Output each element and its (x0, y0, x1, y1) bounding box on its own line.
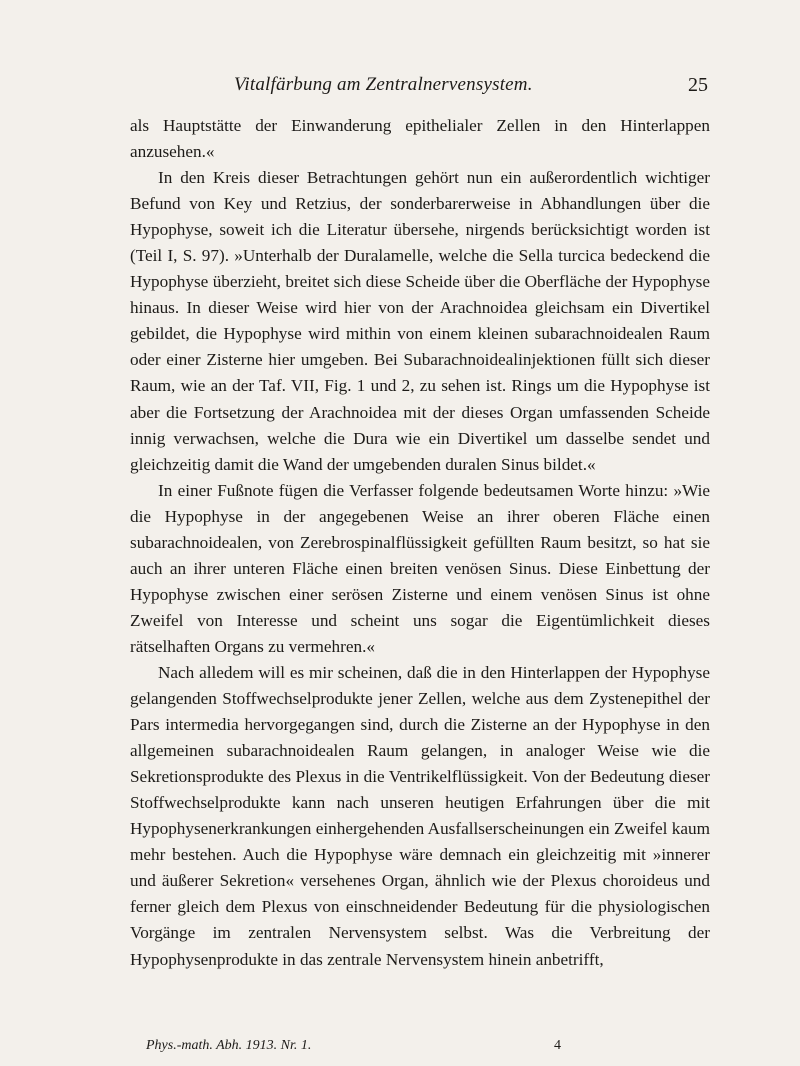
page-number: 25 (688, 74, 708, 96)
paragraph-footnote-quote: In einer Fußnote fügen die Verfasser folgende bedeutsamen Worte hinzu: »Wie die Hypophyse in der angegebenen Weise an ihrer oberen Fläche einen subarachnoidealen, von Zerebrospinalflüssigkeit gefüllten Raum besitzt, so hat sie auch an ihrer unteren Fläche einen breiten venösen Sinus. Diese Einbettung der Hypophyse zwischen einer serösen Zisterne und einem venösen Sinus ist ohne Zweifel von Interesse und scheint uns sogar die Eigentümlichkeit dieses rätselhaften Organs zu vermehren.« (130, 480, 710, 656)
footer-journal-reference: Phys.-math. Abh. 1913. Nr. 1. (146, 1038, 312, 1053)
paragraph-conclusion: Nach alledem will es mir scheinen, daß die in den Hinterlappen der Hypophyse gelangenden Stoffwechselprodukte jener Zellen, welche aus dem Zystenepithel der Pars intermedia hervorgegangen sind, durch die Zisterne an der Hypophyse in den allgemeinen subarachnoidealen Raum gelangen, in analoger Weise wie die Sekretionsprodukte des Plexus in die Ventrikelflüssigkeit. Von der Bedeutung dieser Stoffwechselprodukte kann nach unseren heutigen Erfahrungen über die mit Hypophysenerkrankungen einhergehenden Ausfallserscheinungen ein Zweifel kaum mehr bestehen. Auch die Hypophyse wäre demnach ein gleichzeitig mit »innerer und äußerer Sekretion« versehenes Organ, ähnlich wie der Plexus choroideus und ferner gleich dem Plexus von einschneidender Bedeutung für die physiologischen Vorgänge im zentralen Nervensystem selbst. Was die Verbreitung der Hypophysenprodukte in das zentrale Nervensystem hinein anbetrifft, (130, 662, 710, 969)
running-title: Vitalfärbung am Zentralnervensystem. (234, 74, 533, 95)
page-footer (146, 1038, 706, 1060)
body-text (130, 113, 710, 973)
footer-signature-mark: 4 (554, 1038, 561, 1053)
paragraph-continuation: als Hauptstätte der Einwanderung epithelialer Zellen in den Hinterlappen anzusehen.« (130, 116, 710, 162)
running-head (130, 74, 708, 104)
paragraph-key-retzius: In den Kreis dieser Betrachtungen gehört nun ein außerordentlich wichtiger Befund von Key und Retzius, der sonderbarerweise in Abhandlungen über die Hypophyse, soweit ich die Literatur übersehe, nirgends berücksichtigt worden ist (Teil I, S. 97). »Unterhalb der Duralamelle, welche die Sella turcica bedeckend die Hypophyse überzieht, breitet sich diese Scheide über die Oberfläche der Hypophyse hinaus. In dieser Weise wird hier von der Arachnoidea gleichsam ein Divertikel gebildet, die Hypophyse wird mithin von einem kleinen subarachnoidealen Raum oder einer Zisterne hier umgeben. Bei Subarachnoidealinjektionen füllt sich dieser Raum, wie an der Taf. VII, Fig. 1 und 2, zu sehen ist. Rings um die Hypophyse ist aber die Fortsetzung der Arachnoidea mit der dieses Organ umfassenden Scheide innig verwachsen, welche die Dura wie ein Divertikel um dasselbe sendet und gleichzeitig damit die Wand der umgebenden duralen Sinus bildet.« (130, 168, 710, 474)
